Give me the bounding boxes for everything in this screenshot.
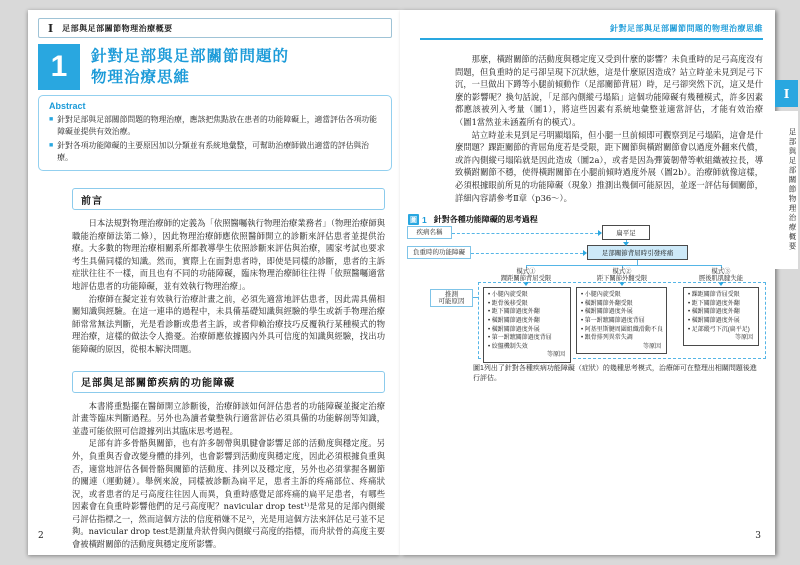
- pattern3-box: [683, 287, 759, 346]
- chapter-title: [91, 44, 289, 88]
- pattern-item: • 橫跗關節外翻受限: [581, 300, 663, 309]
- pattern-item: • 距骨後移受限: [488, 300, 567, 309]
- pattern2-name: 模式②: [612, 268, 632, 276]
- bullet-square-icon: ■: [49, 116, 54, 123]
- abstract-bullet-text: 針對足部與足部關節問題的物理治療，應該把焦點放在患者的功能障礙上，適當評估各項功能障礙並提供有效治療。: [57, 115, 377, 136]
- pattern-item: • 跟骨排列異常失調: [581, 334, 663, 343]
- disease-node: 扁平足: [602, 225, 650, 240]
- chapter-header: [38, 44, 392, 90]
- pattern-item: • 絞盤機制失效: [488, 343, 567, 352]
- figure-number: 1: [422, 214, 427, 225]
- figure-caption: 圖1列出了針對各種疾病功能障礙（症狀）的幾種思考模式，治療師可在整理出相關問題後進行評估。: [473, 365, 757, 382]
- body-paragraph: 足部有許多骨骼與關節，也有許多韌帶與肌腱會影響足部的活動度與穩定度。另外，負重與否會改變身體的排列，也會影響到活動度與穩定度，因此必須根據負重與否，適當地評估各個骨骼與關節的活動度、排列以及穩定度，另外也必須掌握各關節的關連（運動鏈）。舉例來說，同樣被診斷為扁平足，患者主訴的疼痛部位、疼痛狀況，或者患者的足弓高度往往因人而異，負重時感覺足部疼痛的扁平足患者，有哪些因素會在負重時影響他們的足弓高度呢？navicular drop test¹⁾是常見的足部內側縱弓評估指標之一，然而這個方法的信度稍嫌不足²⁾，光是用這個方法來評估足弓並不足夠。navicular drop test是測量舟狀骨與內側縱弓高度的指標，而舟狀骨的高度主要會被橫跗關節的活動度與穩定度所影響。: [72, 438, 385, 550]
- page-right: [400, 10, 775, 555]
- chapter-number: 1: [38, 44, 80, 90]
- inferred-causes-label-line1: 推測: [445, 290, 458, 298]
- connector-dashed-line: [471, 253, 583, 254]
- side-tab-numeral: Ⅰ: [775, 80, 798, 107]
- abstract-bullet: [49, 140, 381, 163]
- pattern1-name: 模式①: [516, 268, 536, 276]
- pattern3-subtitle: 脛後肌肌腱失能: [698, 274, 744, 282]
- pattern-item: • 橫跗關節過度外翻: [688, 308, 755, 317]
- pattern-item: • 第一跗蹠關節過度背屈: [581, 317, 663, 326]
- side-tab: [775, 80, 798, 269]
- pattern2-header: [582, 269, 662, 283]
- page-number-right: 3: [755, 531, 761, 541]
- chapter-title-line2: 物理治療思維: [91, 69, 191, 86]
- pattern-item: • 橫跗關節過度外翻: [488, 317, 567, 326]
- etc-label: 等原因: [546, 352, 565, 359]
- loading-dysfunction-label: 負重時的功能障礙: [407, 246, 471, 259]
- connector-dashed-line: [473, 297, 478, 298]
- pattern3-header: [681, 269, 761, 283]
- pattern-item: • 橫跗關節過度外展: [488, 326, 567, 335]
- pattern-item: • 距下關節過度外翻: [488, 308, 567, 317]
- pattern2-subtitle: 距下關節外翻受限: [596, 274, 648, 282]
- pattern-item: • 橫跗關節過度外展: [581, 308, 663, 317]
- section-heading-intro: 前言: [72, 188, 385, 210]
- connector-line: [526, 265, 722, 266]
- chapter-title-line1: 針對足部與足部關節問題的: [91, 48, 290, 65]
- part-header: [38, 18, 392, 38]
- disease-name-label: 疾病名稱: [407, 226, 452, 239]
- body-paragraph: 本書將重點擺在醫師開立診斷後，治療師該如何評估患者的功能障礙並擬定治療計畫等臨床判斷過程。另外也為讀者彙整執行適當評估必須具備的功能解剖等知識，並盡可能依照可信證據列出其臨床思考過程。: [72, 400, 385, 436]
- figure-title-row: [408, 214, 775, 225]
- page-number-left: 2: [38, 531, 44, 541]
- pattern-item: • 第一跗蹠關節過度背屈: [488, 334, 567, 343]
- dysfunction-node: 足部關節背屈時引發疼痛: [587, 245, 688, 260]
- body-paragraph: 日本法規對物理治療師的定義為「依照醫囑執行物理治療業務者」（物理治療師與職能治療師法第二條），因此物理治療師應依照醫師開立的診斷來評估患者並提供治療。大多數的物理治療相關系所都教導學生依照診斷來評估與治療，國家考試也要求考生具備同樣的知識。然而，實際上在面對患者時，即使是同樣的診斷，患者的主訴症狀往往不一樣，而且也有不同的功能障礙，臨床物理治療師往往得「依照醫囑適當地評估患者的功能障礙，並有效執行物理治療」。: [72, 218, 385, 291]
- figure-title: 針對各種功能障礙的思考過程: [433, 215, 538, 225]
- connector-dashed-line: [452, 233, 598, 234]
- abstract-box: [38, 95, 392, 171]
- pattern-item: • 足部縱弓下沉(扁平足): [688, 326, 755, 335]
- pattern-item: • 阿基里斯腱周圍組織滑動不良: [581, 326, 663, 335]
- pattern-item: • 踝距關節背屈受限: [688, 291, 755, 300]
- body-paragraph: 站立時並未見到足弓明顯塌陷，但小腿一旦前傾即可觀察到足弓塌陷，這會是什麼問題？踝距關節的背屈角度若是受限，距下關節與橫跗關節會以過度外翻來代償，或許內側縱弓塌陷就是因此造成（圖2a），或者是因為彈簧韌帶等軟組織被拉長，導致橫跗關節不穩，使得橫跗關節在小腿前傾時過度外展（圖2b）。治療師就像這樣，必須根據眼前所見的功能障礙（現象）推測出幾個可能原因，並逐一評估每個關節，詳細內容請參考Ⅱ章（p36～）。: [455, 129, 763, 203]
- part-numeral: Ⅰ: [48, 21, 54, 35]
- pattern-item: • 小腿內旋受限: [488, 291, 567, 300]
- abstract-bullet-text: 針對各項功能障礙的主要原因加以分類並有系統地彙整，可幫助治療師做出適當的評估與治療。: [57, 141, 370, 162]
- side-tab-title: 足部與足部關節物理治療概要: [775, 111, 798, 269]
- page-left: [28, 10, 400, 555]
- bullet-square-icon: ■: [49, 142, 54, 149]
- pattern3-name: 模式③: [711, 268, 731, 276]
- body-paragraph: 那麼，橫跗關節的活動度與穩定度又受到什麼的影響？未負重時的足弓高度沒有問題，但負重時的足弓卻呈現下沉狀態，這是什麼原因造成？站立時並未見到足弓下沉，一旦做出下蹲等小腿前傾動作（足部關節背屈）時，足弓卻突然下沉，這又是什麼的影響呢？換句話說，「足部內側縱弓塌陷」這個功能障礙有幾種模式，許多因素都應該被列入考量（圖1），將這些因素有系統地彙整並適當評估，才能有效治療（圖1當然並未涵蓋所有的模式）。: [455, 54, 763, 127]
- pattern-item: • 橫跗關節過度外展: [688, 317, 755, 326]
- section-heading-dysfunction: 足部與足部關節疾病的功能障礙: [72, 371, 385, 393]
- pattern2-box: [576, 287, 667, 354]
- arrow-down-icon: [623, 242, 629, 246]
- left-page-body: [72, 188, 385, 551]
- flowchart-figure1: [405, 225, 770, 387]
- pattern1-header: [486, 269, 566, 283]
- etc-label: 等原因: [734, 335, 753, 342]
- right-page-body: [455, 53, 763, 204]
- inferred-causes-label-line2: 可能原因: [438, 298, 465, 306]
- etc-label: 等原因: [642, 343, 661, 350]
- pattern1-subtitle: 踝距關節背屈受限: [500, 274, 552, 282]
- part-title: 足部與足部關節物理治療概要: [62, 23, 173, 33]
- inferred-causes-label: [430, 289, 473, 307]
- pattern-item: • 小腿內旋受限: [581, 291, 663, 300]
- pattern-item: • 距下關節過度外翻: [688, 300, 755, 309]
- figure-badge-icon: 圖: [408, 214, 419, 225]
- pattern1-box: [483, 287, 571, 363]
- body-paragraph: 治療師在擬定並有效執行治療計畫之前，必須先適當地評估患者，因此需具備相關知識與經驗。在這一連串的過程中，未具備基礎知識與經驗的學生或新手物理治療師常常無法判斷，光是看診斷或患者主訴，或者仰賴治療技巧反覆執行某種模式的物理治療，這樣的做法令人擔憂。治療師應依據國內外具可信度的知識與經驗，找出功能障礙的原因，從根本解決問題。: [72, 293, 385, 354]
- abstract-label: Abstract: [49, 101, 86, 111]
- abstract-bullet: [49, 114, 381, 137]
- running-header: 針對足部與足部關節問題的物理治療思維: [420, 23, 763, 40]
